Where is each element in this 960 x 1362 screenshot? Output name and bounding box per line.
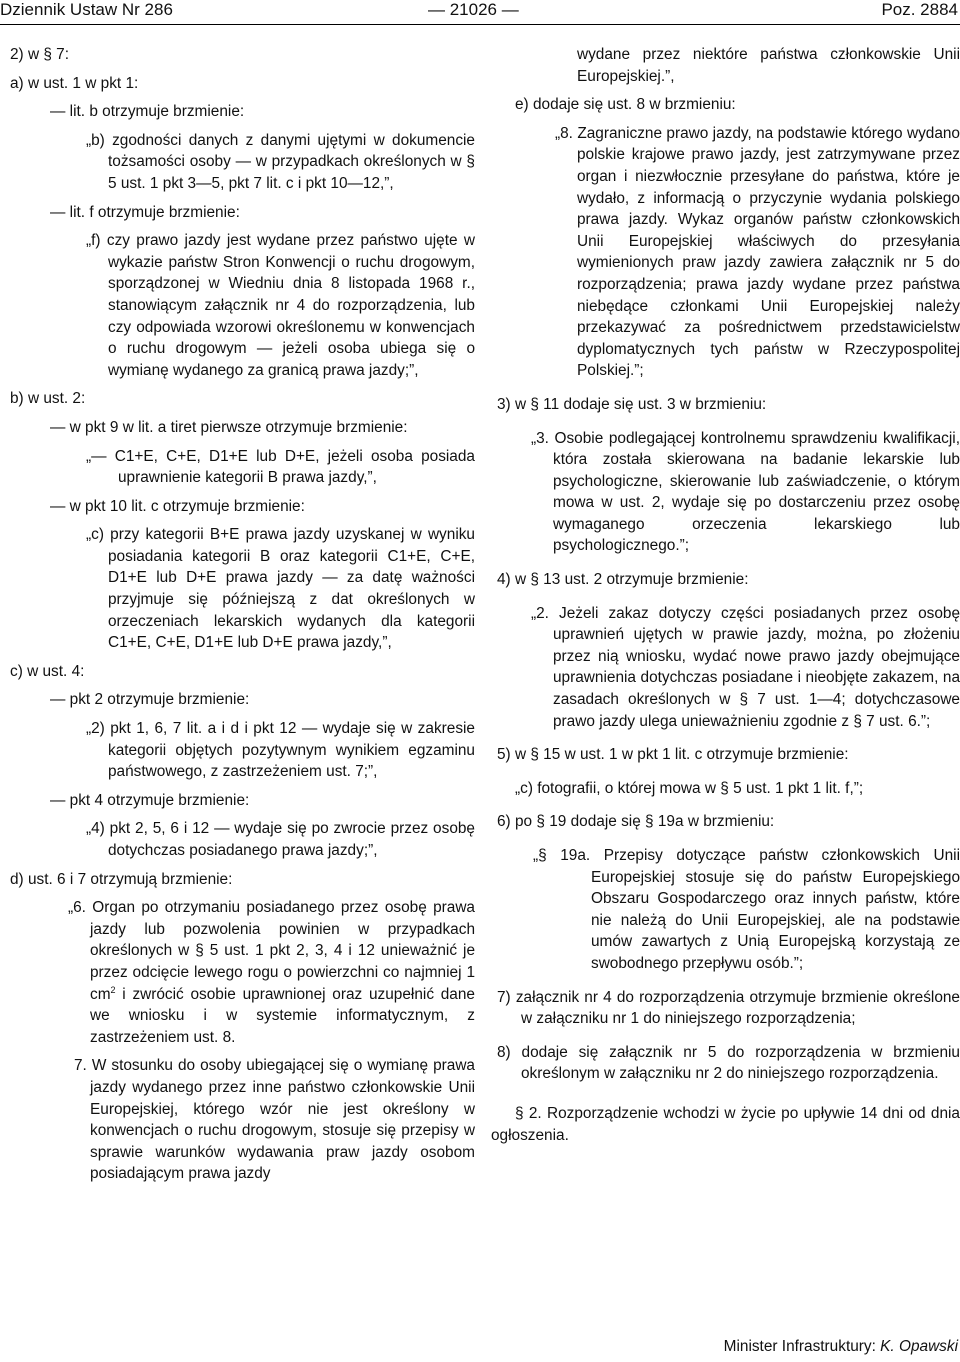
quote-lit-f: „f) czy prawo jazdy jest wydane przez państwo ujęte w wykazie państw Stron Konwencji o ruchu drogowym, sporządzonej w Wiedniu dnia 8 listopada 1968 r., stanowiącym załącznik nr 4 do rozporządzenia, lub czy odpowiada wzorowi określonemu w konwencjach o ruchu drogowym — jeżeli osoba ubiega się o wymianę wydanego za granicą prawa jazdy;”,: [86, 232, 475, 379]
quote-lit-c: „c) przy kategorii B+E prawa jazdy uzyskanej w wyniku posiadania kategorii B oraz kategorii C1+E, C+E, D1+E lub D+E prawa jazdy — za datę ważności przyjmuje się późniejszą z dat określonych w orzeczeniach lekarskich wydanych dla kategorii C1+E, C+E, D1+E lub D+E prawa jazdy,”,: [86, 526, 475, 652]
tiret-pkt-10: — w pkt 10 lit. c otrzymuje brzmienie:: [50, 497, 305, 515]
quote-ust-2: „2. Jeżeli zakaz dotyczy części posiadanych przez osobę uprawnień ujętych w prawie jazdy, można, po złożeniu przez nią wniosku, wydać nowe prawo jazdy obejmujące uprawnienia dotychczas posiadane i nieobjęte zakazem, na zasadach określonych w § 7 ust. 1—4; dotychczasowe prawo jazdy ulega unieważnieniu zgodnie z § 7 ust. 6.”;: [531, 604, 960, 730]
quote-ust-7: 7. W stosunku do osoby ubiegającej się o wymianę prawa jazdy wydanego przez inne państwo członkowskie Unii Europejskiej, którego wzór nie jest określony w konwencjach o ruchu drogowym, stosuje się przepisy w sprawie warunków wydawania praw jazdy osobom posiadającym prawa jazdy: [74, 1057, 475, 1183]
quote-tiret: „— C1+E, C+E, D1+E lub D+E, jeżeli osoba posiada uprawnienie kategorii B prawa jazdy,”,: [86, 447, 475, 487]
quote-lit-b: „b) zgodności danych z danymi ujętymi w dokumencie tożsamości osoby — w przypadkach określonych w § 5 ust. 1 pkt 3—5, pkt 7 lit. c i pkt 10—12,”,: [86, 131, 475, 192]
subsection-e: e) dodaje się ust. 8 w brzmieniu:: [515, 96, 736, 114]
section-paragraph-7: 2) w § 7:: [10, 46, 70, 63]
quote-ust-6: [10, 897, 475, 1048]
page-header: [0, 0, 960, 22]
left-column: [10, 44, 475, 1185]
point-7: 7) załącznik nr 4 do rozporządzenia otrzymuje brzmienie określone w załączniku nr 1 do niniejszego rozporządzenia;: [497, 988, 960, 1028]
page-number: — 21026 —: [428, 0, 519, 19]
ust-6-superscript: 2: [110, 984, 116, 995]
position-number: Poz. 2884: [881, 0, 958, 19]
ust-6-text-b: i zwrócić osobie uprawnionej oraz uzupełnić dane we wniosku i w systemie informatycznym, z zastrzeżeniem ust. 8.: [90, 985, 475, 1046]
quote-ust-3: „3. Osobie podlegającej kontrolnemu sprawdzeniu kwalifikacji, która została skierowana na badanie lekarskie lub psychologiczne, skierowanie lub zaświadczenie, o którym mowa w ust. 2, wydaje się po dostarczeniu przez osobę wymaganego orzeczenia lekarskiego lub psychologicznego.”;: [531, 429, 960, 555]
quote-ust-8: „8. Zagraniczne prawo jazdy, na podstawie którego wydano polskie krajowe prawo jazdy, jest zatrzymywane przez organ i niezwłocznie przesyłane do państwa, które je wydało, z informacją o przyczynie wydania polskiego prawa jazdy. Wykaz organów państw członkowskich Unii Europejskiej właściwych do przesyłania wymienionych praw jazdy zawiera załącznik nr 5 do rozporządzenia; prawa jazdy wydane przez państwa niebędące członkami Unii Europejskiej należy przekazywać za pośrednictwem przedstawicielstw dyplomatycznych tych państw w Rzeczypospolitej Polskiej.”;: [555, 124, 960, 380]
journal-title: Dziennik Ustaw Nr 286: [0, 0, 173, 19]
right-column: [491, 44, 960, 1146]
tiret-pkt-2: — pkt 2 otrzymuje brzmienie:: [50, 691, 250, 709]
subsection-c: c) w ust. 4:: [10, 662, 85, 680]
signature: [497, 1336, 958, 1358]
point-8: 8) dodaje się załącznik nr 5 do rozporządzenia w brzmieniu określonym w załączniku nr 2 do niniejszego rozporządzenia.: [497, 1043, 960, 1083]
ust-6-text-a: „6. Organ po otrzymaniu posiadanego przez osobę prawa jazdy lub pozwolenia powinien w przypadkach określonych w § 5 ust. 1 pkt 2, 3, 4 i 12 unieważnić je przez odcięcie lewego rogu o powierzchni co najmniej 1 cm: [68, 899, 475, 1003]
quote-pkt-2: „2) pkt 1, 6, 7 lit. a i d i pkt 12 — wydaje się w zakresie kategorii objętych pozytywnym wynikiem egzaminu państwowego, z zastrzeżeniem ust. 7;”,: [86, 720, 475, 781]
signature-name: K. Opawski: [880, 1338, 958, 1355]
point-4: 4) w § 13 ust. 2 otrzymuje brzmienie:: [497, 571, 749, 589]
subsection-a: a) w ust. 1 w pkt 1:: [10, 74, 139, 92]
final-paragraph: § 2. Rozporządzenie wchodzi w życie po upływie 14 dni od dnia ogłoszenia.: [491, 1104, 960, 1144]
tiret-lit-f: — lit. f otrzymuje brzmienie:: [50, 203, 240, 221]
tiret-pkt-4: — pkt 4 otrzymuje brzmienie:: [50, 791, 250, 809]
quote-pkt-4: „4) pkt 2, 5, 6 i 12 — wydaje się po zwrocie przez osobę dotychczas posiadanego prawa jazdy;”,: [86, 820, 475, 859]
header-rule: [0, 24, 960, 25]
tiret-pkt-9: — w pkt 9 w lit. a tiret pierwsze otrzymuje brzmienie:: [50, 418, 408, 436]
subsection-b: b) w ust. 2:: [10, 390, 86, 408]
subsection-d: d) ust. 6 i 7 otrzymują brzmienie:: [10, 870, 233, 888]
tiret-lit-b: — lit. b otrzymuje brzmienie:: [50, 103, 245, 121]
continuation-text: wydane przez niektóre państwa członkowskie Unii Europejskiej.”,: [577, 46, 960, 85]
quote-lit-c-photo: „c) fotografii, o której mowa w § 5 ust. 1 pkt 1 lit. f,”;: [515, 779, 864, 797]
point-3: 3) w § 11 dodaje się ust. 3 w brzmieniu:: [497, 395, 767, 413]
point-5: 5) w § 15 w ust. 1 w pkt 1 lit. c otrzymuje brzmienie:: [497, 746, 849, 764]
point-6: 6) po § 19 dodaje się § 19a w brzmieniu:: [497, 813, 775, 831]
signature-label: Minister Infrastruktury:: [723, 1338, 876, 1355]
quote-par-19a: „§ 19a. Przepisy dotyczące państw członkowskich Unii Europejskiej stosuje się do państw Europejskiego Obszaru Gospodarczego oraz innych państw, które nie należą do Unii Europejskiej, ale na podstawie umów zawartych z Unią Europejską korzystają ze swobodnego przepływu osób.”;: [533, 847, 960, 972]
